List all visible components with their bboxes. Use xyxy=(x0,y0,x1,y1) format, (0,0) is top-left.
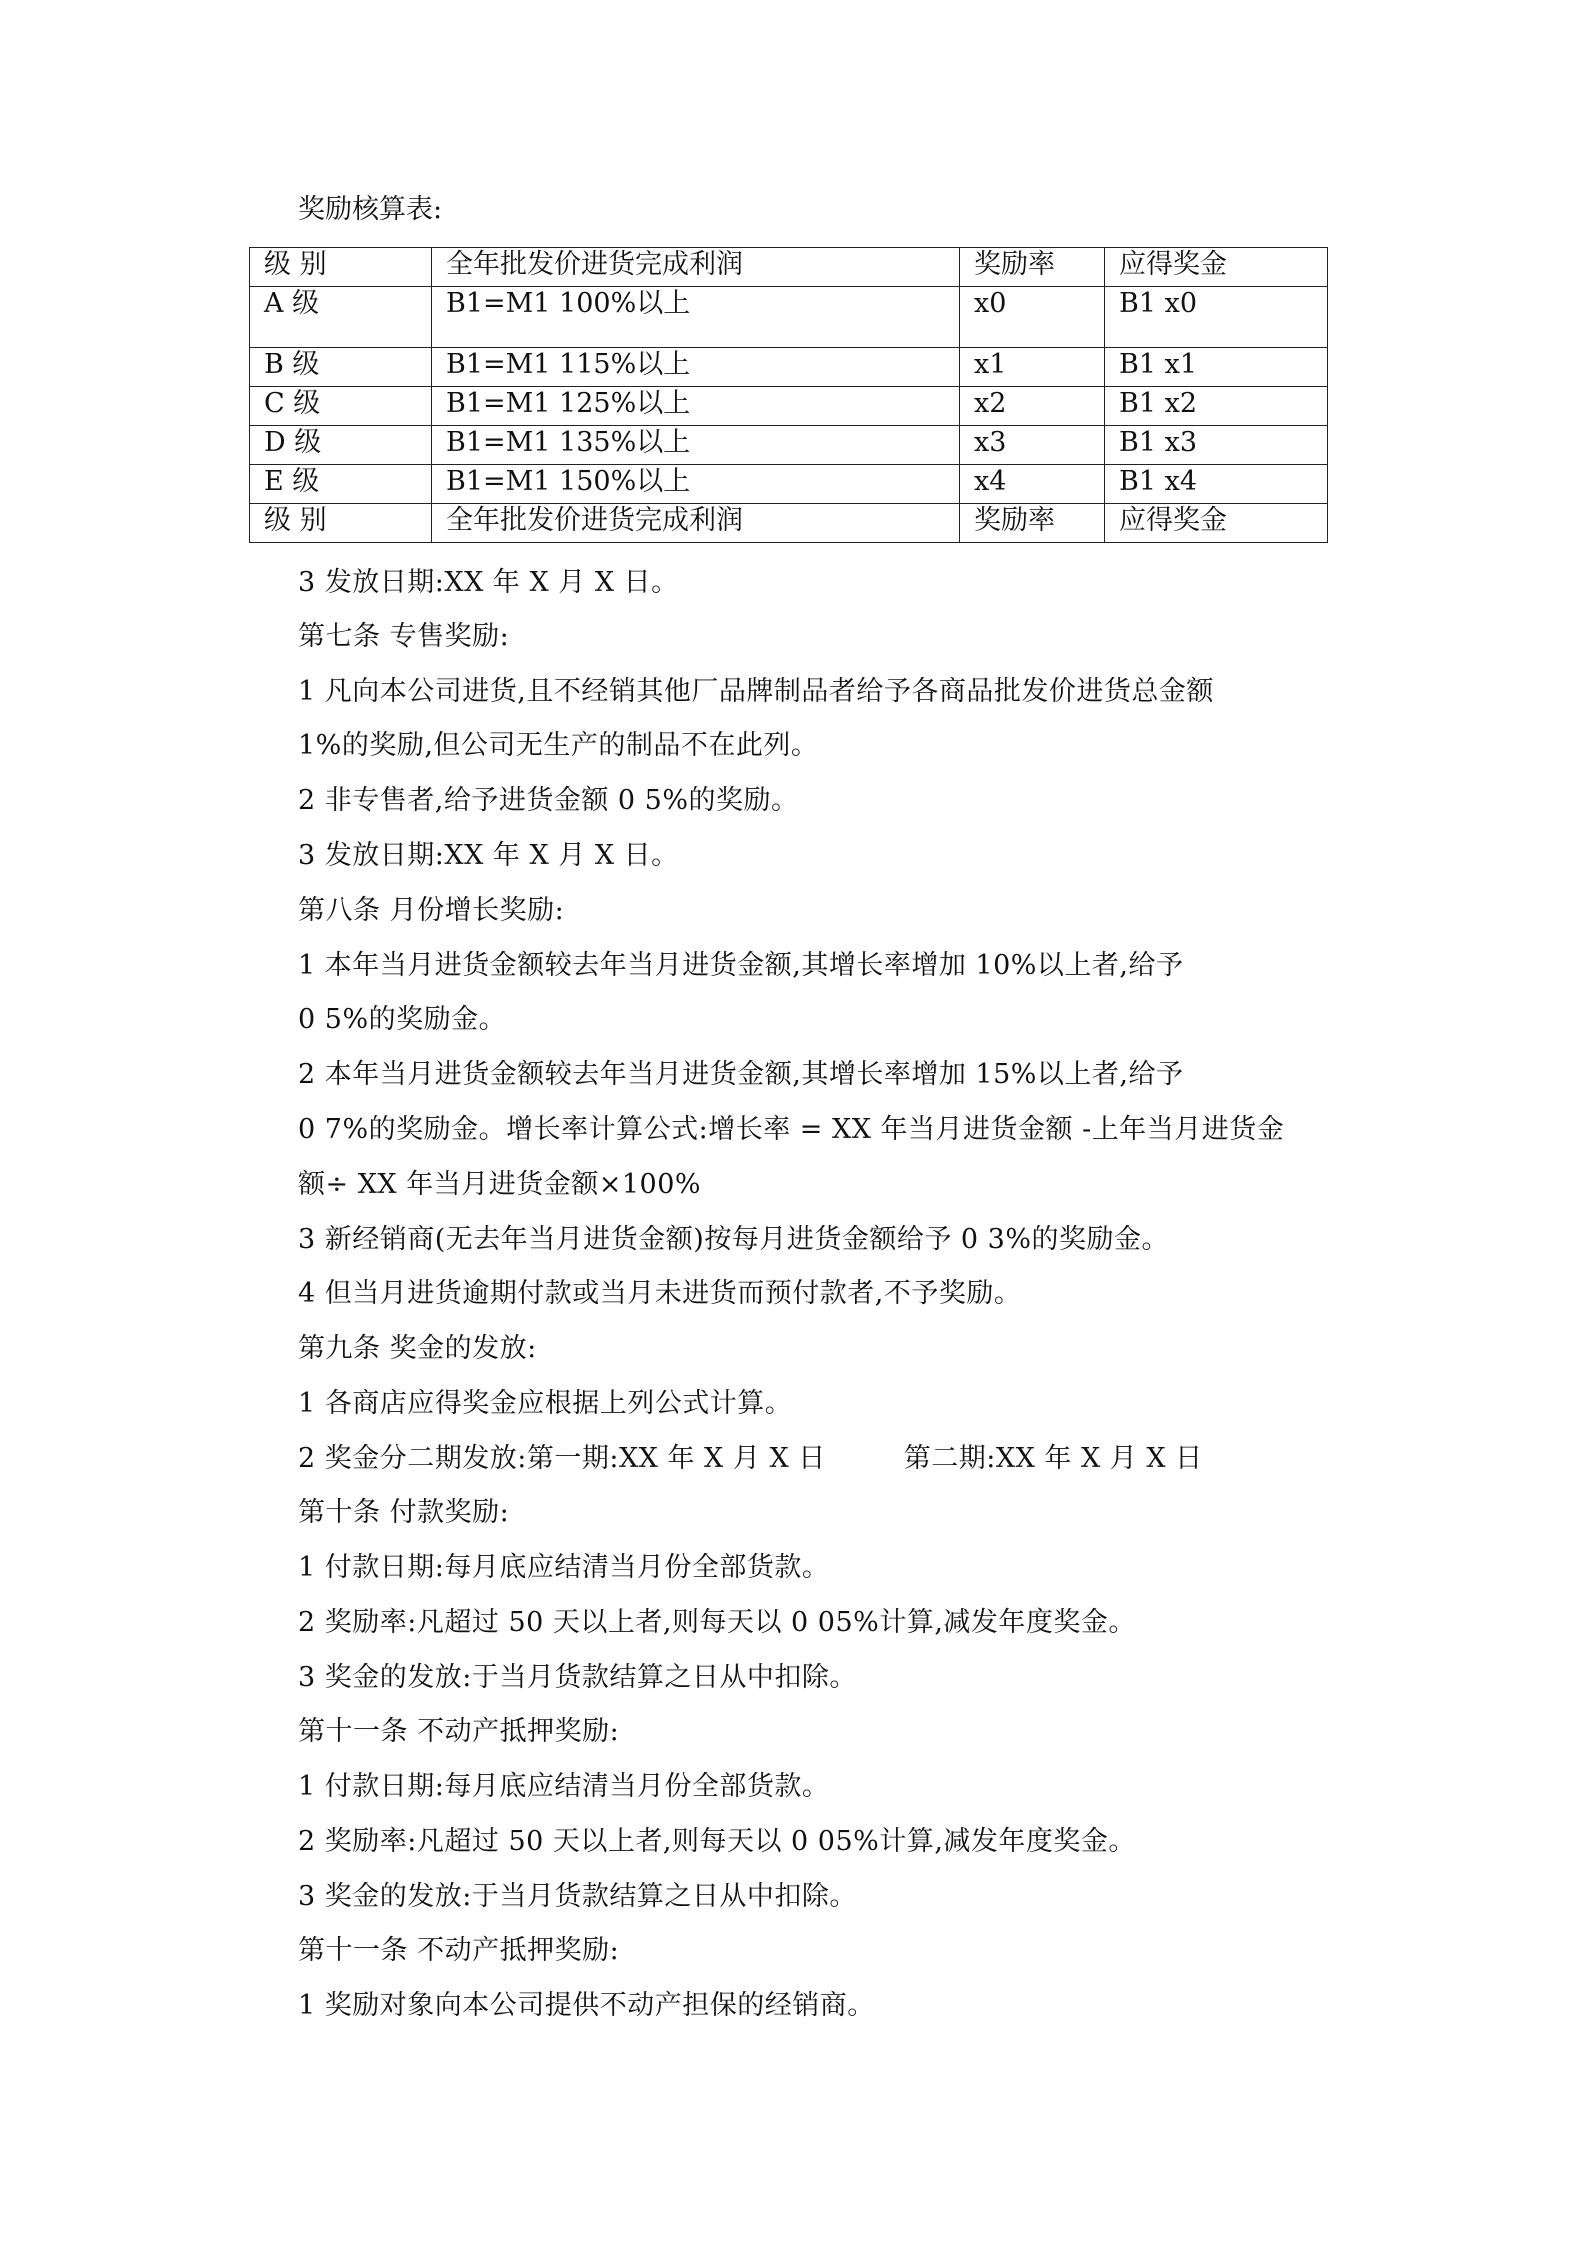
table-row xyxy=(250,287,1328,348)
table-footer-cell: 级 别 xyxy=(250,504,432,543)
table-cell: A 级 xyxy=(250,287,432,348)
table-footer-cell: 全年批发价进货完成利润 xyxy=(432,504,960,543)
table-header-row xyxy=(250,248,1328,287)
table-header-cell: 奖励率 xyxy=(960,248,1105,287)
table-cell: x1 xyxy=(960,348,1105,387)
table-cell: C 级 xyxy=(250,387,432,426)
table-cell: B1=M1 150%以上 xyxy=(432,465,960,504)
table-cell: B1 x3 xyxy=(1105,426,1328,465)
table-cell: B1=M1 135%以上 xyxy=(432,426,960,465)
table-cell: x3 xyxy=(960,426,1105,465)
body-line: 0 7%的奖励金。增长率计算公式:增长率 = XX 年当月进货金额 -上年当月进货金 xyxy=(298,1114,1285,1145)
section-heading: 第十一条 不动产抵押奖励: xyxy=(298,1935,620,1966)
section-heading: 第十一条 不动产抵押奖励: xyxy=(298,1716,620,1747)
body-line: 1 凡向本公司进货,且不经销其他厂品牌制品者给予各商品批发价进货总金额 xyxy=(298,676,1214,707)
section-heading: 第十条 付款奖励: xyxy=(298,1497,510,1528)
table-cell: D 级 xyxy=(250,426,432,465)
table-cell: B1=M1 125%以上 xyxy=(432,387,960,426)
table-header-cell: 全年批发价进货完成利润 xyxy=(432,248,960,287)
table-cell: x4 xyxy=(960,465,1105,504)
body-line: 3 发放日期:XX 年 X 月 X 日。 xyxy=(298,567,679,598)
section-heading: 第九条 奖金的发放: xyxy=(298,1333,537,1364)
body-line: 4 但当月进货逾期付款或当月未进货而预付款者,不予奖励。 xyxy=(298,1278,1022,1309)
table-cell: x2 xyxy=(960,387,1105,426)
table-cell: x0 xyxy=(960,287,1105,348)
table-cell: B1 x0 xyxy=(1105,287,1328,348)
body-line: 1 奖励对象向本公司提供不动产担保的经销商。 xyxy=(298,1990,875,2021)
table-row xyxy=(250,465,1328,504)
table-cell: B1 x4 xyxy=(1105,465,1328,504)
reward-table xyxy=(249,247,1328,543)
table-row xyxy=(250,426,1328,465)
body-line: 3 奖金的发放:于当月货款结算之日从中扣除。 xyxy=(298,1662,857,1693)
table-footer-cell: 应得奖金 xyxy=(1105,504,1328,543)
table-cell: E 级 xyxy=(250,465,432,504)
section-heading: 第七条 专售奖励: xyxy=(298,621,510,652)
table-cell: B 级 xyxy=(250,348,432,387)
body-line: 3 发放日期:XX 年 X 月 X 日。 xyxy=(298,840,679,871)
table-footer-row xyxy=(250,504,1328,543)
table-row xyxy=(250,348,1328,387)
body-line: 3 新经销商(无去年当月进货金额)按每月进货金额给予 0 3%的奖励金。 xyxy=(298,1224,1170,1255)
section-heading: 第八条 月份增长奖励: xyxy=(298,895,565,926)
body-line: 2 奖励率:凡超过 50 天以上者,则每天以 0 05%计算,减发年度奖金。 xyxy=(298,1826,1136,1857)
body-line: 2 本年当月进货金额较去年当月进货金额,其增长率增加 15%以上者,给予 xyxy=(298,1059,1184,1090)
table-cell: B1=M1 115%以上 xyxy=(432,348,960,387)
table-cell: B1 x2 xyxy=(1105,387,1328,426)
body-line: 1 付款日期:每月底应结清当月份全部货款。 xyxy=(298,1552,830,1583)
table-header-cell: 级 别 xyxy=(250,248,432,287)
first-period-text: 2 奖金分二期发放:第一期:XX 年 X 月 X 日 xyxy=(298,1443,826,1474)
body-line: 1%的奖励,但公司无生产的制品不在此列。 xyxy=(298,730,819,761)
body-line: 1 本年当月进货金额较去年当月进货金额,其增长率增加 10%以上者,给予 xyxy=(298,950,1184,981)
body-line: 0 5%的奖励金。 xyxy=(298,1004,507,1035)
body-line: 2 奖励率:凡超过 50 天以上者,则每天以 0 05%计算,减发年度奖金。 xyxy=(298,1607,1136,1638)
body-line: 1 付款日期:每月底应结清当月份全部货款。 xyxy=(298,1771,830,1802)
table-footer-cell: 奖励率 xyxy=(960,504,1105,543)
table-cell: B1 x1 xyxy=(1105,348,1328,387)
body-line xyxy=(298,1441,1203,1477)
table-heading: 奖励核算表: xyxy=(298,194,443,225)
body-line: 3 奖金的发放:于当月货款结算之日从中扣除。 xyxy=(298,1881,857,1912)
body-line: 1 各商店应得奖金应根据上列公式计算。 xyxy=(298,1388,793,1419)
body-line: 额÷ XX 年当月进货金额×100% xyxy=(298,1169,702,1200)
table-row xyxy=(250,387,1328,426)
body-line: 2 非专售者,给予进货金额 0 5%的奖励。 xyxy=(298,785,799,816)
table-cell: B1=M1 100%以上 xyxy=(432,287,960,348)
table-header-cell: 应得奖金 xyxy=(1105,248,1328,287)
second-period-text: 第二期:XX 年 X 月 X 日 xyxy=(903,1443,1203,1474)
